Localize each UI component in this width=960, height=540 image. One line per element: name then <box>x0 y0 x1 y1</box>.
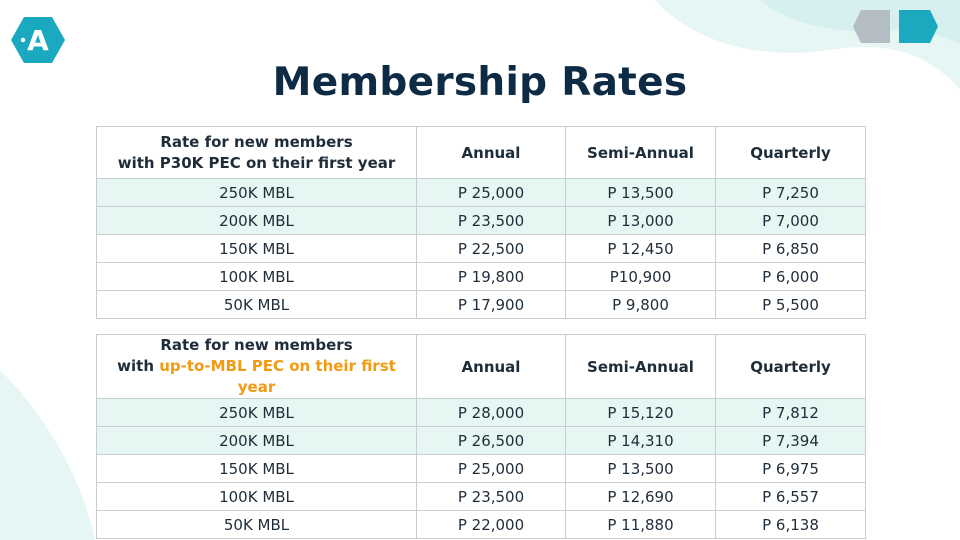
header-rate-label <box>97 335 417 399</box>
tier-cell: 50K MBL <box>97 291 417 319</box>
header-semi-annual: Semi-Annual <box>566 127 716 179</box>
header-label-line2 <box>97 356 416 398</box>
quarterly-cell: P 7,000 <box>716 207 866 235</box>
header-label-line2-prefix: with <box>117 357 160 375</box>
rates-table-up-to-mbl-pec <box>96 334 866 539</box>
quarterly-cell: P 6,000 <box>716 263 866 291</box>
quarterly-cell: P 7,812 <box>716 399 866 427</box>
quarterly-cell: P 6,850 <box>716 235 866 263</box>
annual-cell: P 26,500 <box>417 427 566 455</box>
semi-annual-cell: P 9,800 <box>566 291 716 319</box>
semi-annual-cell: P 12,450 <box>566 235 716 263</box>
rates-table-p30k-pec <box>96 126 866 319</box>
table-row <box>97 235 866 263</box>
header-label-line2-highlight: up-to-MBL PEC on their first year <box>159 357 396 396</box>
annual-cell: P 28,000 <box>417 399 566 427</box>
table-header-row <box>97 335 866 399</box>
next-slide-icon[interactable] <box>899 10 938 43</box>
quarterly-cell: P 5,500 <box>716 291 866 319</box>
annual-cell: P 22,000 <box>417 511 566 539</box>
header-semi-annual: Semi-Annual <box>566 335 716 399</box>
header-quarterly: Quarterly <box>716 335 866 399</box>
semi-annual-cell: P10,900 <box>566 263 716 291</box>
tier-cell: 250K MBL <box>97 399 417 427</box>
table-header-row <box>97 127 866 179</box>
table-row <box>97 399 866 427</box>
header-quarterly: Quarterly <box>716 127 866 179</box>
annual-cell: P 19,800 <box>417 263 566 291</box>
semi-annual-cell: P 12,690 <box>566 483 716 511</box>
table-row <box>97 427 866 455</box>
table-row <box>97 291 866 319</box>
table-row <box>97 511 866 539</box>
header-annual: Annual <box>417 335 566 399</box>
quarterly-cell: P 6,557 <box>716 483 866 511</box>
quarterly-cell: P 6,975 <box>716 455 866 483</box>
table-row <box>97 207 866 235</box>
tier-cell: 50K MBL <box>97 511 417 539</box>
header-label-line1: Rate for new members <box>160 336 353 354</box>
page-title: Membership Rates <box>272 60 688 105</box>
quarterly-cell: P 7,250 <box>716 179 866 207</box>
table-row <box>97 483 866 511</box>
tier-cell: 200K MBL <box>97 207 417 235</box>
header-rate-label <box>97 127 417 179</box>
prev-slide-icon[interactable] <box>853 10 890 43</box>
annual-cell: P 25,000 <box>417 455 566 483</box>
annual-cell: P 23,500 <box>417 207 566 235</box>
semi-annual-cell: P 13,500 <box>566 455 716 483</box>
table-row <box>97 263 866 291</box>
header-annual: Annual <box>417 127 566 179</box>
annual-cell: P 17,900 <box>417 291 566 319</box>
table-row <box>97 455 866 483</box>
semi-annual-cell: P 14,310 <box>566 427 716 455</box>
quarterly-cell: P 6,138 <box>716 511 866 539</box>
semi-annual-cell: P 15,120 <box>566 399 716 427</box>
annual-cell: P 23,500 <box>417 483 566 511</box>
tier-cell: 150K MBL <box>97 235 417 263</box>
tier-cell: 100K MBL <box>97 263 417 291</box>
annual-cell: P 22,500 <box>417 235 566 263</box>
tier-cell: 150K MBL <box>97 455 417 483</box>
tier-cell: 250K MBL <box>97 179 417 207</box>
background-wave-bottom-left <box>0 370 100 540</box>
tier-cell: 200K MBL <box>97 427 417 455</box>
annual-cell: P 25,000 <box>417 179 566 207</box>
logo-letter: A <box>27 23 49 57</box>
quarterly-cell: P 7,394 <box>716 427 866 455</box>
header-label-line2: with P30K PEC on their first year <box>117 153 396 172</box>
tier-cell: 100K MBL <box>97 483 417 511</box>
semi-annual-cell: P 13,000 <box>566 207 716 235</box>
header-label-line1: Rate for new members <box>160 132 353 151</box>
brand-logo <box>10 15 66 65</box>
semi-annual-cell: P 11,880 <box>566 511 716 539</box>
semi-annual-cell: P 13,500 <box>566 179 716 207</box>
table-row <box>97 179 866 207</box>
